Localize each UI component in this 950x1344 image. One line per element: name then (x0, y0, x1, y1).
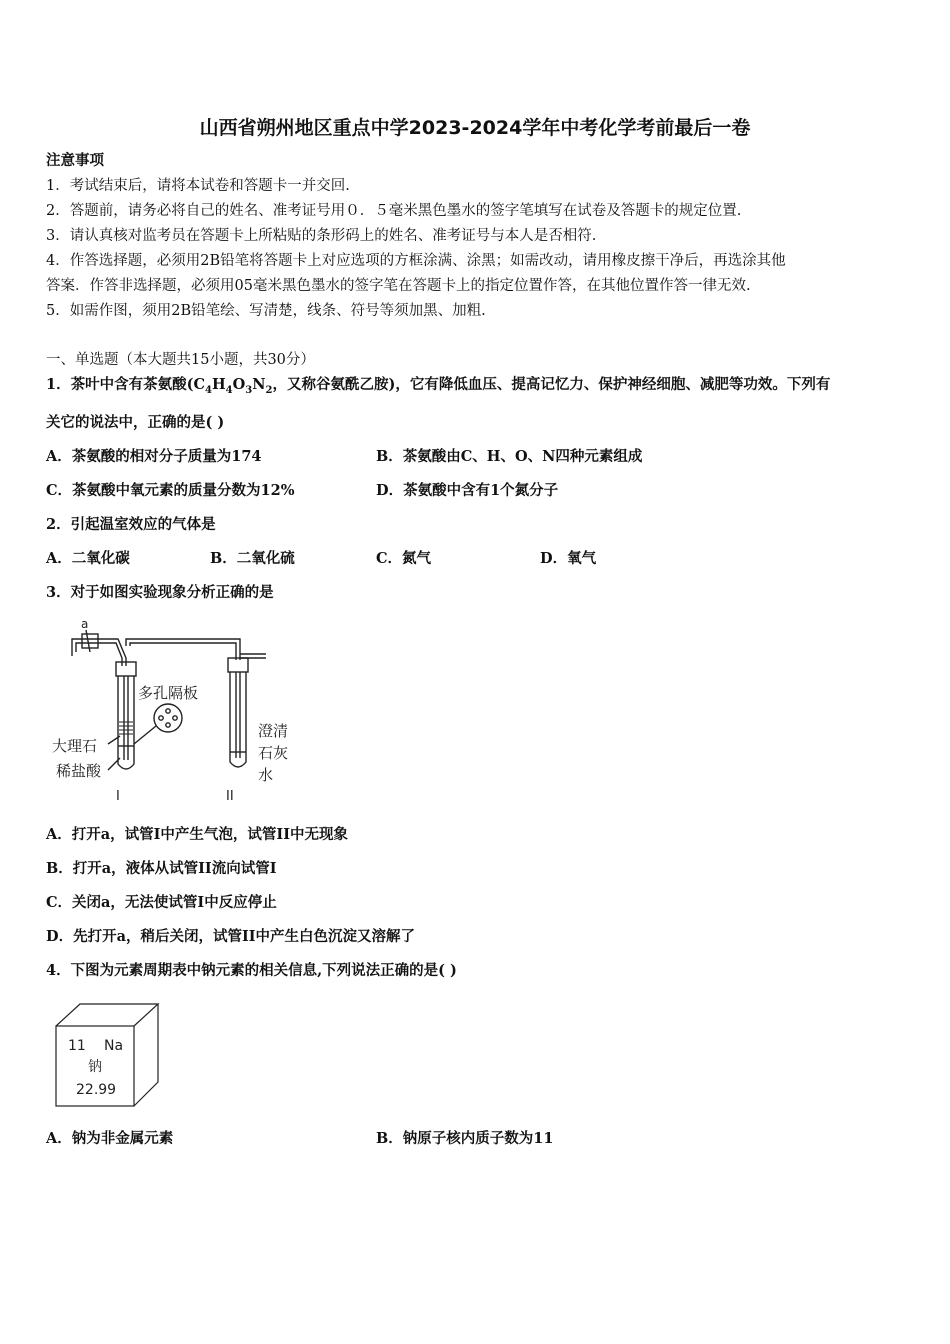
tube-1-label: I (116, 789, 120, 804)
note-item: 1．考试结束后，请将本试卷和答题卡一并交回. (46, 178, 350, 194)
note-item: 5．如需作图，须用2B铅笔绘、写清楚，线条、符号等须加黑、加粗. (46, 303, 486, 319)
q2-stem: 2．引起温室效应的气体是 (46, 516, 216, 533)
q1-option-c[interactable]: C．茶氨酸中氧元素的质量分数为12% (46, 482, 295, 499)
q3-option-d[interactable]: D．先打开a，稍后关闭，试管II中产生白色沉淀又溶解了 (46, 928, 416, 945)
q3-apparatus-figure (46, 612, 306, 810)
q3-option-b[interactable]: B．打开a，液体从试管II流向试管I (46, 860, 277, 877)
q1-stem-start: 1．茶叶中含有茶氨酸( (46, 376, 194, 393)
valve-clip (82, 634, 98, 648)
q1-option-a[interactable]: A．茶氨酸的相对分子质量为174 (46, 448, 262, 465)
tube-2-label: II (226, 789, 234, 804)
marble-label: 大理石 (52, 737, 98, 755)
note-item: 2．答题前，请务必将自己的姓名、准考证号用０．５毫米黑色墨水的签字笔填写在试卷及答题卡的规定位置. (46, 203, 742, 219)
element-mass: 22.99 (76, 1082, 117, 1098)
q1-stem (46, 375, 830, 401)
tube-2-stopper (228, 658, 248, 672)
plate-label: 多孔隔板 (138, 684, 199, 702)
q2-option-c[interactable]: C．氮气 (376, 550, 432, 567)
tube-2 (230, 672, 246, 767)
element-name: 钠 (88, 1059, 102, 1075)
note-item: 4．作答选择题，必须用2B铅笔将答题卡上对应选项的方框涂满、涂黑；如需改动，请用橡皮擦干净后，再选涂其他 (46, 253, 786, 269)
q1-option-d[interactable]: D．茶氨酸中含有1个氮分子 (376, 482, 559, 499)
q3-option-c[interactable]: C．关闭a，无法使试管I中反应停止 (46, 894, 277, 911)
limewater-label-2: 石灰 (258, 744, 289, 762)
page-title: 山西省朔州地区重点中学2023-2024学年中考化学考前最后一卷 (199, 117, 751, 139)
valve-label: a (81, 617, 89, 631)
q4-option-b[interactable]: B．钠原子核内质子数为11 (376, 1130, 554, 1147)
element-number: 11 (68, 1038, 86, 1054)
note-item: 3．请认真核对监考员在答题卡上所粘贴的条形码上的姓名、准考证号与本人是否相符. (46, 228, 597, 244)
limewater-label-1: 澄清 (258, 722, 289, 740)
q1-option-b[interactable]: B．茶氨酸由C、H、O、N四种元素组成 (376, 448, 643, 465)
q1-stem-line2: 关它的说法中，正确的是( ) (46, 414, 225, 431)
q1-formula: $C_4H_4O_3N_2$ (193, 376, 273, 396)
q1-stem-rest: ，又称谷氨酰乙胺)，它有降低血压、提高记忆力、保护神经细胞、减肥等功效。下列有 (272, 376, 831, 393)
acid-label: 稀盐酸 (56, 762, 102, 780)
q2-option-a[interactable]: A．二氧化碳 (46, 550, 130, 567)
q4-option-a[interactable]: A．钠为非金属元素 (46, 1130, 174, 1147)
q3-option-a[interactable]: A．打开a，试管I中产生气泡，试管II中无现象 (46, 826, 348, 843)
limewater-label-3: 水 (258, 766, 274, 784)
element-symbol: Na (104, 1038, 124, 1054)
q3-stem: 3．对于如图实验现象分析正确的是 (46, 584, 274, 601)
notes-heading: 注意事项 (46, 152, 104, 169)
sodium-element-card (52, 1000, 162, 1110)
note-item: 答案．作答非选择题，必须用05毫米黑色墨水的签字笔在答题卡上的指定位置作答，在其他位置作答一律无效. (46, 278, 751, 294)
q4-stem: 4．下图为元素周期表中钠元素的相关信息,下列说法正确的是( ) (46, 962, 457, 979)
q2-option-b[interactable]: B．二氧化硫 (210, 550, 295, 567)
section-heading: 一、单选题（本大题共15小题，共30分） (46, 352, 315, 368)
q2-option-d[interactable]: D．氧气 (540, 550, 597, 567)
